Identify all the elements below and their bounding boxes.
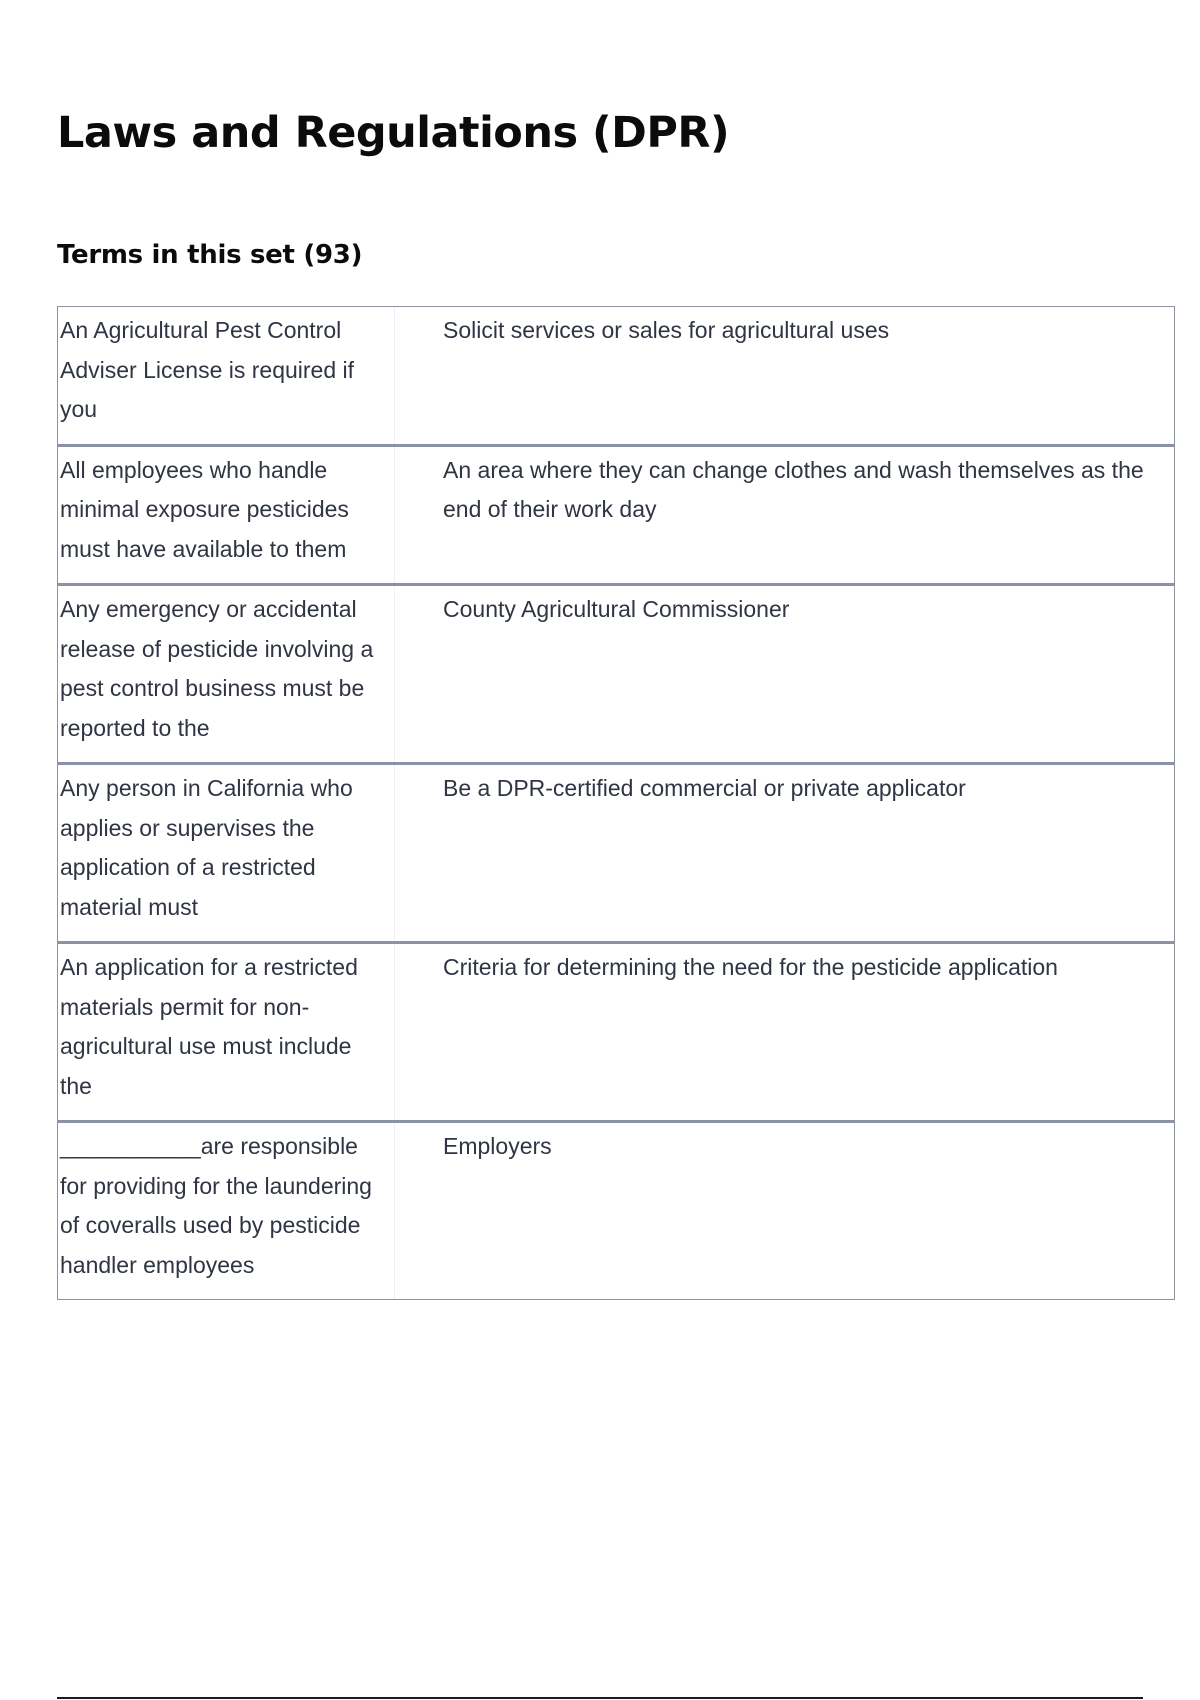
term-text: All employees who handle minimal exposure pesticides must have available to them: [58, 447, 395, 584]
definition-text: Solicit services or sales for agricultural uses: [443, 317, 890, 343]
term-row: [58, 1120, 1174, 1299]
term-row: [58, 762, 1174, 941]
terms-count-heading: Terms in this set (93): [57, 240, 363, 270]
term-row: [58, 941, 1174, 1120]
page-footer-rule: [57, 1697, 1143, 1699]
definition-text: Be a DPR-certified commercial or private applicator: [443, 775, 966, 801]
definition-text: County Agricultural Commissioner: [443, 596, 790, 622]
term-row: [58, 444, 1174, 584]
definition-text: Employers: [443, 1133, 552, 1159]
terms-table: [57, 306, 1175, 1300]
term-text: Any person in California who applies or supervises the application of a restricted material must: [58, 765, 395, 941]
page-title: Laws and Regulations (DPR): [57, 108, 730, 158]
term-text: ___________are responsible for providing for the laundering of coveralls used by pesticide handler employees: [58, 1123, 395, 1299]
term-text: Any emergency or accidental release of pesticide involving a pest control business must be reported to the: [58, 586, 395, 762]
definition-text: An area where they can change clothes and wash themselves as the end of their work day: [443, 456, 1144, 522]
term-text: An application for a restricted materials permit for non-agricultural use must include the: [58, 944, 395, 1120]
term-row: [58, 583, 1174, 762]
term-row: [58, 307, 1174, 444]
definition-text: Criteria for determining the need for the pesticide application: [443, 954, 1058, 980]
term-text: An Agricultural Pest Control Adviser License is required if you: [58, 307, 395, 444]
